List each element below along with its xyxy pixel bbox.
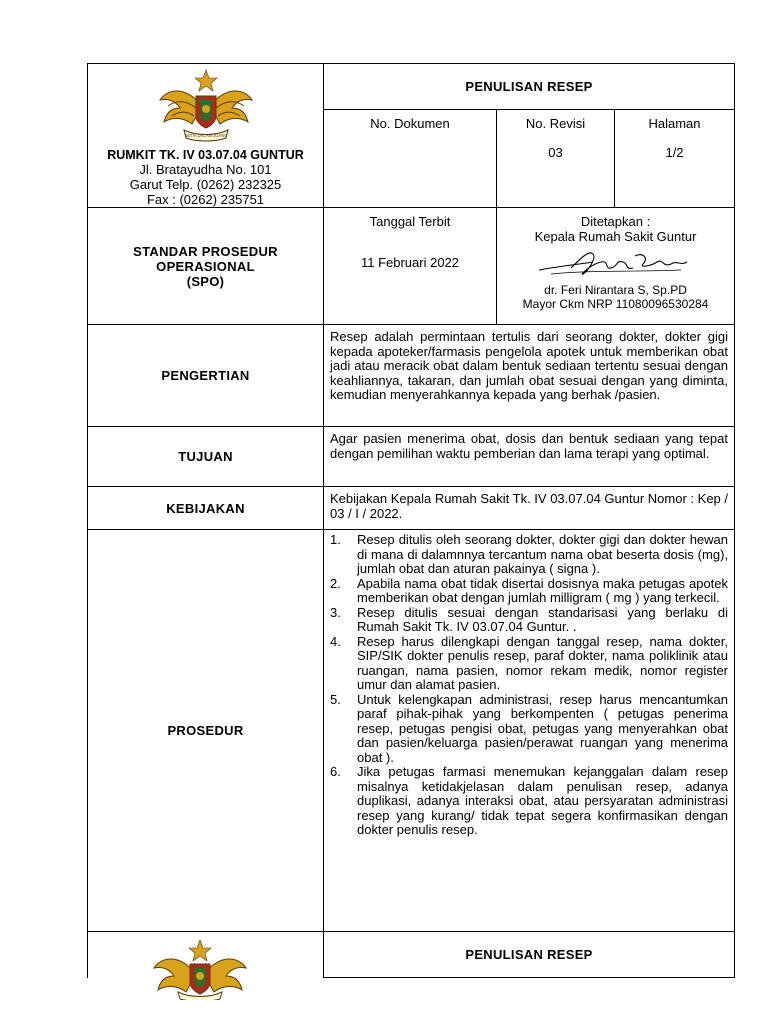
hospital-emblem (88, 64, 323, 146)
spo-label-line3: (SPO) (186, 273, 225, 289)
prosedur-item (330, 533, 728, 577)
document-title: PENULISAN RESEP (324, 64, 735, 110)
prosedur-item-number: 2. (330, 575, 341, 591)
prosedur-item-number: 3. (330, 604, 341, 620)
pengertian-text: Resep adalah permintaan tertulis dari seorang dokter, dokter gigi kepada apoteker/farmasis pengelola apotek untuk memberikan obat jadi atau meracik obat dalam bentuk sediaan tertentu sesuai dengan keahliannya, takaran, dan jumlah obat sesuai dengan yang diminta, kemudian menyerahkannya kepada yang berhak /pasien. (324, 325, 735, 427)
approval-role: Kepala Rumah Sakit Guntur (534, 229, 697, 244)
prosedur-item (330, 693, 728, 766)
prosedur-item (330, 606, 728, 635)
prosedur-item-text: Resep harus dilengkapi dengan tanggal resep, nama dokter, SIP/SIK dokter penulis resep, paraf dokter, nama poliklinik atau ruangan, nama pasien, nomor rekam medik, nomor register umur dan alamat pasien. (357, 633, 729, 692)
signer-rank: Mayor Ckm NRP 11080096530284 (522, 297, 709, 311)
revision-value: 03 (548, 145, 563, 160)
approval-label: Ditetapkan : (580, 214, 651, 229)
signer-name: dr. Feri Nirantara S, Sp.PD (544, 283, 687, 297)
prosedur-item-number: 5. (330, 691, 341, 707)
hospital-name: RUMKIT TK. IV 03.07.04 GUNTUR (107, 148, 304, 162)
prosedur-item-text: Resep ditulis sesuai dengan standarisasi yang berlaku di Rumah Sakit Tk. IV 03.07.04 Guntur. . (357, 604, 729, 634)
page-value: 1/2 (665, 145, 684, 160)
page-label: Halaman (648, 116, 701, 131)
issue-date-label: Tanggal Terbit (369, 214, 451, 229)
prosedur-item (330, 635, 728, 693)
spo-label-line1: STANDAR PROSEDUR (133, 243, 278, 259)
doc-number-cell (324, 110, 497, 208)
signature-image (531, 244, 701, 280)
approval-cell (497, 208, 735, 325)
prosedur-cell (324, 530, 735, 932)
issue-date-value: 11 Februari 2022 (360, 255, 460, 270)
prosedur-item-number: 1. (330, 532, 341, 547)
revision-label: No. Revisi (525, 116, 586, 131)
prosedur-item-text: Apabila nama obat tidak disertai dosisnya maka petugas apotek memberikan obat dengan jumlah milligram ( mg ) yang terkecil. (357, 575, 729, 605)
revision-cell (497, 110, 615, 208)
prosedur-item-number: 6. (330, 764, 341, 779)
doc-number-label: No. Dokumen (370, 116, 450, 131)
spo-label-line2: OPERASIONAL (156, 258, 255, 274)
emblem-icon (156, 66, 256, 146)
prosedur-label: PROSEDUR (88, 530, 324, 932)
prosedur-item (330, 765, 728, 838)
hospital-identity-cell (88, 64, 324, 208)
spo-label (88, 208, 324, 325)
page-cell (615, 110, 735, 208)
svg-text:SETIA DALAM JUANG: SETIA DALAM JUANG (184, 133, 227, 138)
kebijakan-label: KEBIJAKAN (88, 487, 324, 530)
hospital-fax: Fax : (0262) 235751 (146, 192, 265, 207)
prosedur-item-text: Resep ditulis oleh seorang dokter, dokter gigi dan dokter hewan di mana di dalamnnya tercantum nama obat beserta dosis (mg), jumlah obat dan aturan pakainya ( signa ). (357, 532, 729, 576)
footer-emblem (150, 938, 250, 1005)
kebijakan-text: Kebijakan Kepala Rumah Sakit Tk. IV 03.07.04 Guntur Nomor : Kep / 03 / I / 2022. (324, 487, 735, 530)
prosedur-item-text: Untuk kelengkapan administrasi, resep harus mencantumkan paraf pihak-pihak yang berkompenten ( petugas penerima resep, petugas pengisi obat, petugas yang menyerahkan obat dan pasien/keluarga pasien/perawat ruangan yang menerima obat ). (357, 691, 729, 765)
tujuan-text: Agar pasien menerima obat, dosis dan bentuk sediaan yang tepat dengan pemilihan waktu pemberian dan lama terapi yang optimal. (324, 427, 735, 487)
issue-date-cell (324, 208, 497, 325)
prosedur-item (330, 577, 728, 606)
prosedur-item-number: 4. (330, 633, 341, 649)
pengertian-label: PENGERTIAN (88, 325, 324, 427)
tujuan-label: TUJUAN (88, 427, 324, 487)
emblem-icon (150, 938, 250, 1000)
prosedur-item-text: Jika petugas farmasi menemukan kejanggalan dalam resep misalnya ketidakjelasan dalam penulisan resep, adanya duplikasi, adanya interaksi obat, atau persyaratan administrasi resep yang kurang/ tidak tepat segera konfirmasikan dengan dokter penulis resep. (357, 764, 729, 837)
spo-table (87, 63, 735, 978)
prosedur-list (330, 533, 728, 838)
hospital-address: Jl. Bratayudha No. 101 (139, 162, 272, 177)
footer-title: PENULISAN RESEP (324, 932, 735, 978)
hospital-phone: Garut Telp. (0262) 232325 (129, 177, 282, 192)
